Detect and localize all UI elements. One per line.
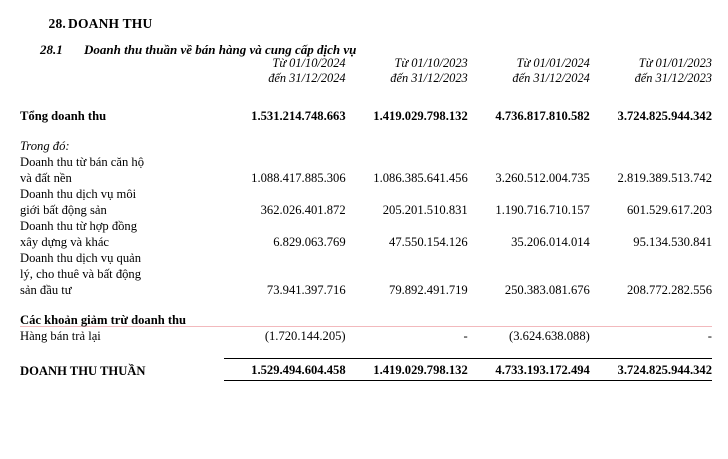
table-header-row: [20, 56, 712, 94]
row-value: 1.529.494.604.458: [224, 359, 346, 381]
row-value: 79.892.491.719: [389, 283, 468, 297]
row-value: 1.190.716.710.157: [495, 203, 590, 217]
column-header-3: Từ 01/01/2024 đến 31/12/2024: [512, 56, 590, 85]
row-value: 35.206.014.014: [511, 235, 590, 249]
row-label: Doanh thu từ hợp đồng xây dựng và khác: [20, 219, 138, 249]
table-row-deductions-header: [20, 312, 712, 328]
spacer: [20, 124, 712, 138]
table-row-in-which: [20, 138, 712, 154]
row-label: Tổng doanh thu: [20, 109, 107, 123]
column-header-2: Từ 01/10/2023 đến 31/12/2023: [390, 56, 468, 85]
subsection-number: 28.1: [40, 42, 63, 57]
row-label: Doanh thu từ bán căn hộ và đất nền: [20, 155, 144, 185]
spacer: [20, 344, 712, 359]
row-value: 3.724.825.944.342: [617, 109, 712, 123]
section-heading: [36, 16, 152, 32]
row-value: -: [707, 329, 712, 343]
row-label: Trong đó:: [20, 139, 70, 153]
row-value: 4.736.817.810.582: [495, 109, 590, 123]
row-label: DOANH THU THUẦN: [20, 363, 146, 378]
row-value: (3.624.638.088): [509, 329, 590, 343]
row-value: 4.733.193.172.494: [468, 359, 590, 381]
row-label: Hàng bán trả lại: [20, 329, 101, 343]
row-value: 205.201.510.831: [382, 203, 468, 217]
row-value: 208.772.282.556: [626, 283, 712, 297]
table-row-brokerage: [20, 186, 712, 218]
row-value: 73.941.397.716: [266, 283, 346, 297]
column-header-1: Từ 01/10/2024 đến 31/12/2024: [268, 56, 346, 85]
row-value: 2.819.389.513.742: [617, 171, 712, 185]
section-title-text: DOANH THU: [68, 16, 153, 31]
row-value: 3.724.825.944.342: [590, 359, 712, 381]
row-value: 1.419.029.798.132: [346, 359, 468, 381]
revenue-table: [20, 56, 712, 381]
header-blank: [20, 56, 224, 94]
row-value: 362.026.401.872: [260, 203, 346, 217]
row-value: 1.086.385.641.456: [373, 171, 468, 185]
row-value: (1.720.144.205): [264, 329, 346, 343]
column-header-4: Từ 01/01/2023 đến 31/12/2023: [634, 56, 712, 85]
row-value: 1.531.214.748.663: [251, 109, 346, 123]
spacer: [20, 298, 712, 312]
row-value: 6.829.063.769: [273, 235, 346, 249]
table-row-apartment-land: [20, 154, 712, 186]
table-row-construction: [20, 218, 712, 250]
row-value: 601.529.617.203: [626, 203, 712, 217]
row-value: 47.550.154.126: [389, 235, 468, 249]
spacer: [20, 94, 712, 108]
subsection-title-text: Doanh thu thuần về bán hàng và cung cấp dịch vụ: [84, 42, 357, 57]
row-value: 1.419.029.798.132: [373, 109, 468, 123]
table-row-net-revenue: [20, 359, 712, 381]
row-value: 3.260.512.004.735: [495, 171, 590, 185]
row-value: 1.088.417.885.306: [251, 171, 346, 185]
table-row-management-lease: [20, 250, 712, 298]
section-number: 28.: [48, 16, 66, 31]
row-value: 250.383.081.676: [504, 283, 590, 297]
row-value: 95.134.530.841: [633, 235, 712, 249]
row-value: -: [463, 329, 468, 343]
table-row-sales-returns: [20, 328, 712, 344]
row-label: Doanh thu dịch vụ quản lý, cho thuê và bất động sản đầu tư: [20, 251, 142, 297]
table-row-total-revenue: [20, 108, 712, 124]
row-label: Các khoản giảm trừ doanh thu: [20, 313, 187, 327]
row-label: Doanh thu dịch vụ môi giới bất động sản: [20, 187, 137, 217]
